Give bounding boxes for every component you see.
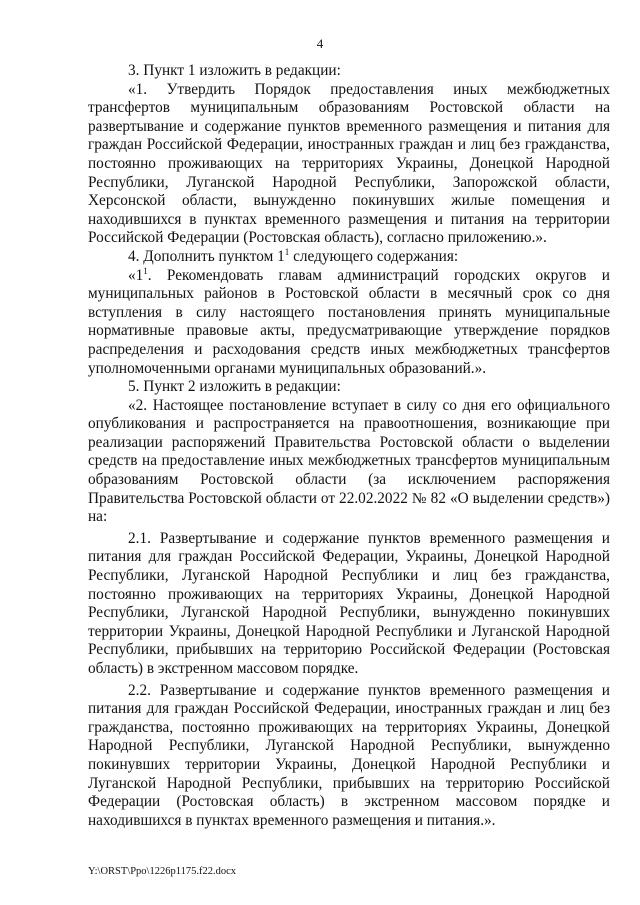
point-1-1-rest: . Рекомендовать главам администраций городских округов и муниципальных районов в Ростовской области в месячный срок со дня вступления в силу настоящего постановления принять муниципальные нормативные правовые акты, предусматривающие утверждение порядков распределения и расходования средств иных межбюджетных трансфертов уполномоченными органами муниципальных образований.». [88, 266, 610, 377]
point-1-1-lead: «1 [128, 266, 144, 284]
paragraph-point-1-1-text [88, 267, 610, 379]
paragraph-point-2-2: 2.2. Развертывание и содержание пунктов временного размещения и питания для граждан Российской Федерации, иностранных граждан и лиц без гражданства, постоянно проживающих на территориях Украины, Донецкой Народной Республики, Луганской Народной Республики, вынужденно покинувших территории Украины, Донецкой Народной Республики и Луганской Народной Республики, прибывших на территорию Российской Федерации (Ростовская область) в экстренном массовом порядке и находившихся в пунктах временного размещения и питания.». [88, 681, 610, 829]
paragraph-amend-point-1: 3. Пункт 1 изложить в редакции: [128, 62, 341, 79]
paragraph-point-2-1: 2.1. Развертывание и содержание пунктов временного размещения и питания для граждан Российской Федерации, Украины, Донецкой Народной Республики, Луганской Народной Республики и лиц без гражданства, постоянно проживающих на территориях Украины, Донецкой Народной Республики, Луганской Народной Республики, вынужденно покинувших территории Украины, Донецкой Народной Республики и Луганской Народной Республики, прибывших на территорию Российской Федерации (Ростовская область) в экстренном массовом порядке. [88, 529, 610, 677]
superscript-1-1: 1 [143, 265, 148, 276]
paragraph-point-1-text: «1. Утвердить Порядок предоставления иных межбюджетных трансфертов муниципальным образованиям Ростовской области на развертывание и содержание пунктов временного размещения и питания для граждан Российской Федерации, иностранных граждан и лиц без гражданства, постоянно проживающих на территориях Украины, Донецкой Народной Республики, Луганской Народной Республики, Запорожской области, Херсонской области, вынужденно покинувших жилые помещения и находившихся в пунктах временного размещения и питания на территории Российской Федерации (Ростовская область), согласно приложению.». [88, 80, 610, 247]
paragraph-add-point-lead: 4. Дополнить пунктом 1 [128, 247, 285, 265]
footer-file-path: Y:\ORST\Ppo\1226p1175.f22.docx [88, 866, 236, 877]
document-body [88, 62, 610, 830]
paragraph-add-point [88, 248, 610, 267]
paragraph-point-2-text: «2. Настоящее постановление вступает в силу со дня его официального опубликования и распространяется на правоотношения, возникающие при реализации распоряжений Правительства Ростовской области о выделении средств на предоставление иных межбюджетных трансфертов муниципальным образованиям Ростовской области (за исключением распоряжения Правительства Ростовской области от 22.02.2022 № 82 «О выделении средств») на: [88, 396, 610, 526]
superscript-1: 1 [284, 246, 290, 257]
paragraph-amend-point-2: 5. Пункт 2 изложить в редакции: [128, 378, 341, 396]
page-number: 4 [316, 36, 324, 51]
paragraph-add-point-rest: следующего содержания: [289, 247, 459, 265]
